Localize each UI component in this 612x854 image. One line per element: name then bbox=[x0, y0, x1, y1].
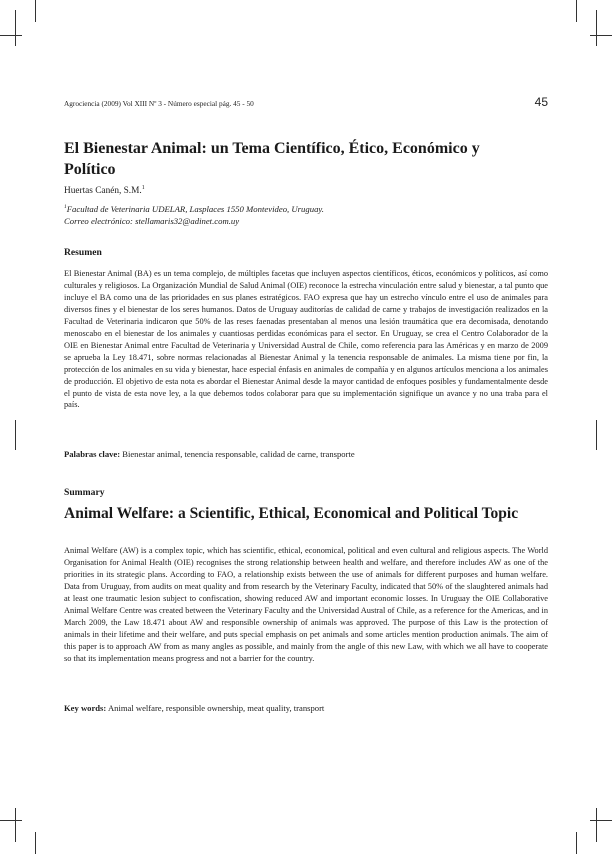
summary-heading: Summary bbox=[64, 487, 105, 498]
crop-mark bbox=[596, 10, 597, 46]
crop-mark bbox=[0, 35, 22, 36]
article-title-es: El Bienestar Animal: un Tema Científico, Ético, Económico y Político bbox=[64, 140, 480, 178]
summary-body bbox=[64, 545, 548, 665]
keywords-en: Animal welfare, responsible ownership, meat quality, transport bbox=[107, 703, 325, 713]
crop-mark bbox=[576, 832, 577, 854]
email-line: Correo electrónico: stellamaris32@adinet.com.uy bbox=[64, 215, 240, 226]
resumen-keywords bbox=[64, 449, 548, 459]
affiliation-superscript: 1 bbox=[64, 204, 67, 210]
running-head: Agrociencia (2009) Vol XIII Nº 3 - Número especial pág. 45 - 50 bbox=[64, 99, 254, 108]
crop-mark bbox=[0, 820, 22, 821]
author-line bbox=[64, 185, 484, 196]
article-title-en: Animal Welfare: a Scientific, Ethical, Economical and Political Topic bbox=[64, 505, 519, 522]
crop-mark bbox=[596, 420, 597, 450]
resumen-body bbox=[64, 268, 548, 411]
crop-mark bbox=[15, 420, 16, 450]
keywords-es: Bienestar animal, tenencia responsable, calidad de carne, transporte bbox=[122, 449, 355, 459]
crop-mark bbox=[576, 0, 577, 22]
resumen-heading: Resumen bbox=[64, 247, 102, 258]
affiliation: Facultad de Veterinaria UDELAR, Lasplaces 1550 Montevideo, Uruguay. bbox=[66, 203, 324, 214]
author-superscript: 1 bbox=[141, 185, 145, 191]
page-number: 45 bbox=[534, 95, 548, 109]
crop-mark bbox=[590, 820, 612, 821]
keywords-label-es: Palabras clave: bbox=[64, 449, 121, 459]
crop-mark bbox=[596, 808, 597, 842]
summary-keywords bbox=[64, 703, 548, 713]
crop-mark bbox=[35, 0, 36, 22]
keywords-label-en: Key words: bbox=[64, 703, 107, 713]
crop-mark bbox=[15, 10, 16, 46]
crop-mark bbox=[35, 832, 36, 854]
affiliation-line bbox=[64, 201, 504, 215]
affiliation-block bbox=[64, 201, 504, 227]
author-name: Huertas Canén, S.M. bbox=[64, 186, 142, 197]
crop-mark bbox=[590, 35, 612, 36]
summary-paragraph: Animal Welfare (AW) is a complex topic, which has scientific, ethical, economical, political and even cultural and religious aspects. The World Organisation for Animal Health (OIE) recognises the strong relationship between health and welfare, and therefore includes AW as one of the priorities in its strategic plans. According to FAO, a relationship exists between the use of animals for different purposes and human welfare. Data from Uruguay, from audits on meat quality and from research by the Veterinary Faculty, indicated that 50% of the slaughtered animals had at least one traumatic lesion subject to confiscation, showing reduced AW and important economic losses. In Uruguay the OIE Collaborative Animal Welfare Centre was created between the Veterinary Faculty and the Universidad Austral of Chile, as a reference for the Americas, and in March 2009, the Law 18.471 about AW and responsible ownership of animals was approved. The purpose of this Law is the protection of animals in their lifetime and their welfare, and puts special emphasis on pet animals and some articles mention production animals. The aim of this paper is to approach AW from as many angles as possible, and mainly from the angle of this new Law, with which we all have to cooperate so that its implementation means progress and not a barrier for the country. bbox=[64, 546, 548, 663]
crop-mark bbox=[15, 808, 16, 842]
resumen-paragraph: El Bienestar Animal (BA) es un tema complejo, de múltiples facetas que incluyen aspectos científicos, éticos, económicos y políticos, así como culturales y religiosos. La Organización Mundial de Salud Animal (OIE) reconoce la estrecha vinculación entre salud y bienestar, a tal punto que incluye el BA como una de las prioridades en sus planes estratégicos. FAO expresa que hay un estrecho vínculo entre el uso de animales para diversos fines y el bienestar de los seres humanos. Datos de Uruguay auditorías de calidad de carne y trabajos de investigación realizados en la Facultad de Veterinaria indicaron que 50% de las reses faenadas presentaban al menos una lesión traumática que era decomisada, denotando menoscabo en el bienestar de los animales y cuantiosas perdidas económicas para el sector. En Uruguay, se crea el Centro Colaborador de la OIE en Bienestar Animal entre Facultad de Veterinaria y Universidad Austral de Chile, como referencia para las Américas y en marzo de 2009 se aprueba la Ley 18.471, sobre normas relacionadas al Bienestar Animal y la tenencia responsable de animales. La misma tiene por fin, la protección de los animales en su vida y bienestar, hace especial énfasis en animales de compañía y en algunos artículos menciona a los animales de producción. El objetivo de esta nota es abordar el Bienestar Animal desde la mayor cantidad de enfoques posibles y fundamentalmente desde el punto de vista de esta nove ley, a la que debemos todos colaborar para que su implementación signifique un avance y no una traba para el país. bbox=[64, 269, 548, 410]
